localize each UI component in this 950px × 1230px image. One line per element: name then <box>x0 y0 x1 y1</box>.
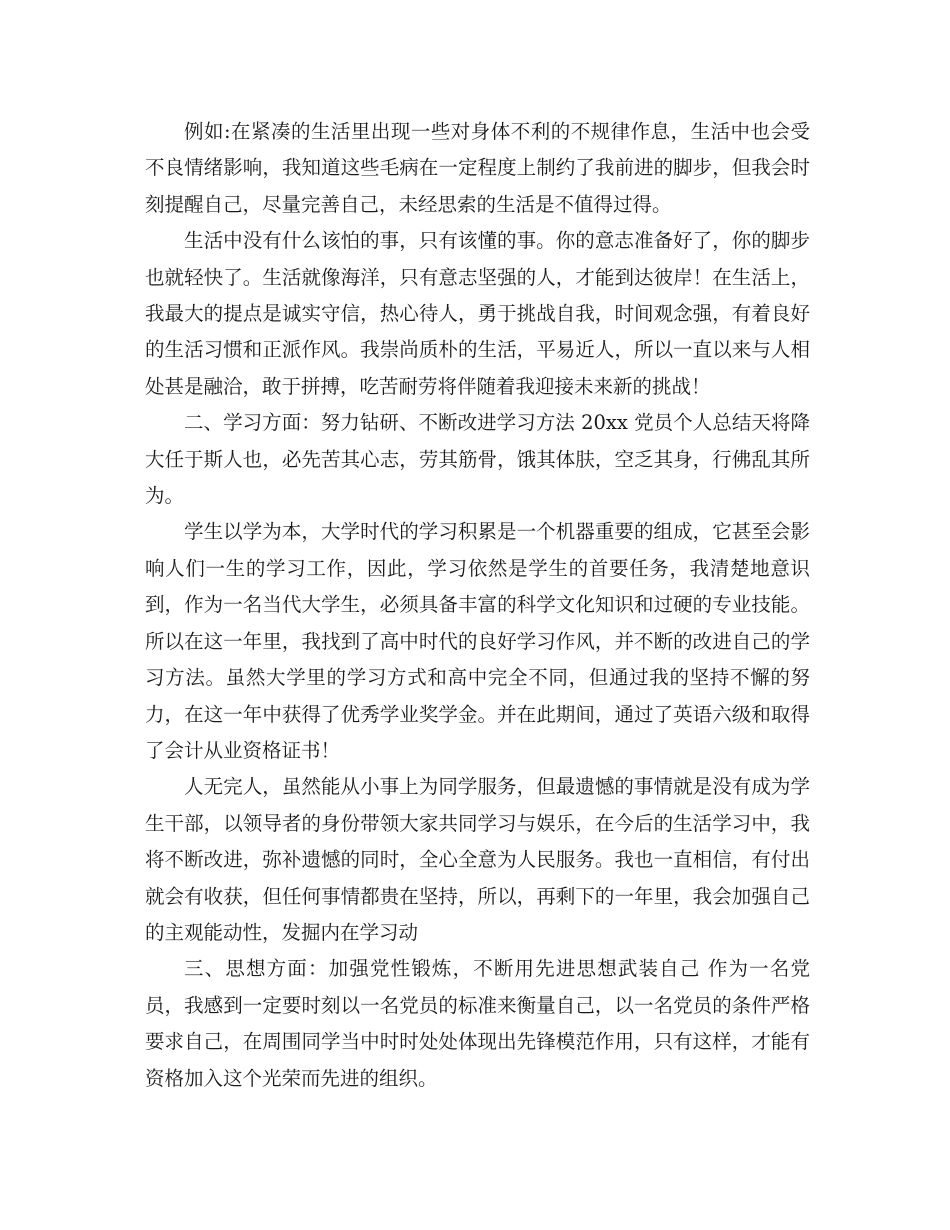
paragraph-study-details: 学生以学为本，大学时代的学习积累是一个机器重要的组成，它甚至会影响人们一生的学习工作，因此，学习依然是学生的首要任务，我清楚地意识到，作为一名当代大学生，必须具备丰富的科学文化知识和过硬的专业技能。所以在这一年里，我找到了高中时代的良好学习作风，并不断的改进自己的学习方法。虽然大学里的学习方式和高中完全不同，但通过我的坚持不懈的努力，在这一年中获得了优秀学业奖学金。并在此期间，通过了英语六级和取得了会计从业资格证书！ <box>145 520 810 762</box>
document-body <box>145 114 810 1097</box>
paragraph-regrets: 人无完人，虽然能从小事上为同学服务，但最遗憾的事情就是没有成为学生干部，以领导者的身份带领大家共同学习与娱乐，在今后的生活学习中，我将不断改进，弥补遗憾的同时，全心全意为人民服务。我也一直相信，有付出就会有收获，但任何事情都贵在坚持，所以，再剩下的一年里，我会加强自己的主观能动性，发掘内在学习动 <box>145 775 810 944</box>
paragraph-lifestyle-example: 例如:在紧凑的生活里出现一些对身体不利的不规律作息，生活中也会受不良情绪影响，我知道这些毛病在一定程度上制约了我前进的脚步，但我会时刻提醒自己，尽量完善自己，未经思索的生活是不值得过得。 <box>145 120 810 216</box>
paragraph-life-attitude: 生活中没有什么该怕的事，只有该懂的事。你的意志准备好了，你的脚步也就轻快了。生活就像海洋，只有意志坚强的人，才能到达彼岸！在生活上，我最大的提点是诚实守信，热心待人，勇于挑战自我，时间观念强，有着良好的生活习惯和正派作风。我崇尚质朴的生活，平易近人，所以一直以来与人相处甚是融洽，敢于拼搏，吃苦耐劳将伴随着我迎接未来新的挑战！ <box>145 229 810 398</box>
paragraph-study-heading: 二、学习方面：努力钻研、不断改进学习方法 20xx 党员个人总结天将降大任于斯人也，必先苦其心志，劳其筋骨，饿其体肤，空乏其身，行佛乱其所为。 <box>145 411 810 508</box>
paragraph-ideology: 三、思想方面：加强党性锻炼，不断用先进思想武装自己 作为一名党员，我感到一定要时刻以一名党员的标准来衡量自己，以一名党员的条件严格要求自己，在周围同学当中时时处处体现出先锋模范作用，只有这样，才能有资格加入这个光荣而先进的组织。 <box>145 957 810 1090</box>
